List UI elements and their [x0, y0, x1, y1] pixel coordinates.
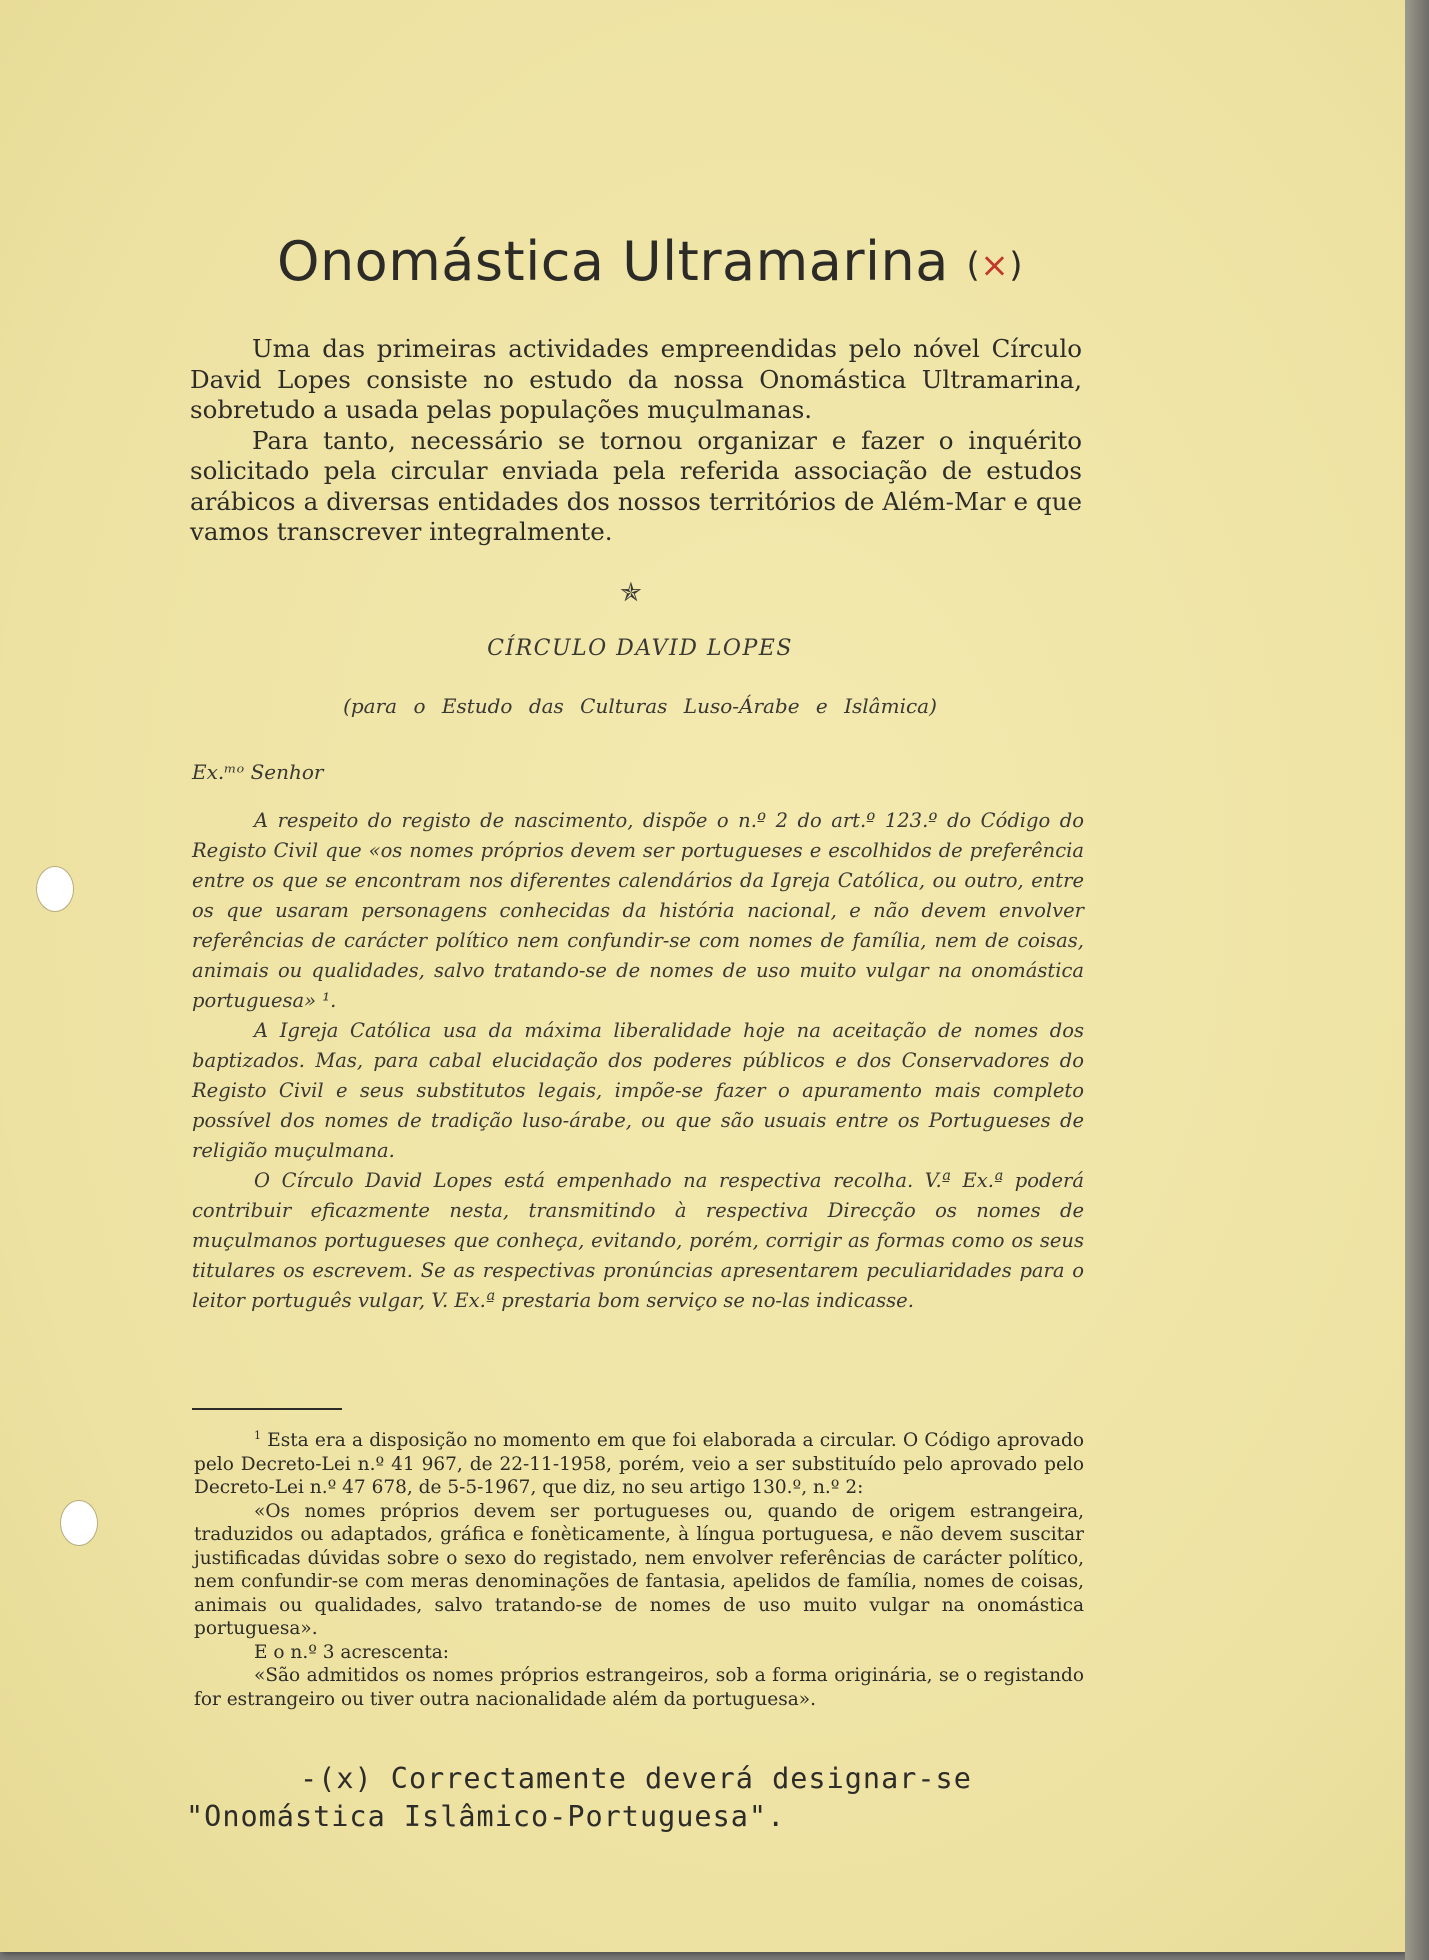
letter-paragraph-1: A respeito do registo de nascimento, dispõe o n.º 2 do art.º 123.º do Código do Registo Civil que «os nomes próprios devem ser portugueses e escolhidos de preferência entre os que se encontram nos diferentes calendários da Igreja Católica, ou outro, entre os que usaram personagens conhecidas da história nacional, e não devem envolver referências de carácter político nem confundir-se com nomes de família, nem de coisas, animais ou qualidades, salvo tratando-se de nomes de uso muito vulgar na onomástica portuguesa» ¹.: [192, 809, 1084, 1012]
title-annotation-mark: (×): [966, 245, 1024, 286]
letter-paragraph-2: A Igreja Católica usa da máxima liberalidade hoje na aceitação de nomes dos baptizados. Mas, para cabal elucidação dos poderes públicos e dos Conservadores do Registo Civil e seus substitutos legais, impõe-se fazer o apuramento mais completo possível dos nomes de tradição luso-árabe, ou que são usuais entre os Portugueses de religião muçulmana.: [192, 1019, 1084, 1162]
footnote-divider: [192, 1408, 342, 1410]
footnote: [194, 1424, 1084, 1711]
typed-note-line-2: "Onomástica Islâmico-Portuguesa".: [186, 1800, 786, 1833]
footnote-paragraph-2: «Os nomes próprios devem ser portugueses ou, quando de origem estrangeira, traduzidos ou adaptados, gráfica e fonèticamente, à língua portuguesa, e não devem suscitar justificadas dúvidas sobre o sexo do registado, nem envolver referências de carácter político, nem confundir-se com meras denominações de fantasia, apelidos de família, nomes de coisas, animais ou qualidades, salvo tratando-se de nomes de uso muito vulgar na onomástica portuguesa».: [194, 1500, 1084, 1640]
footnote-text-1: Esta era a disposição no momento em que foi elaborada a circular. O Código aprovado pelo Decreto-Lei n.º 41 967, de 22-11-1958, porém, veio a ser substituído pelo aprovado pelo Decreto-Lei n.º 47 678, de 5-5-1967, que diz, no seu artigo 130.º, n.º 2:: [194, 1430, 1084, 1499]
intro-paragraph-1: Uma das primeiras actividades empreendidas pelo nóvel Círculo David Lopes consiste no estudo da nossa Onomástica Ultramarina, sobretudo a usada pelas populações muçulmanas.: [190, 334, 1082, 424]
letter-paragraph-3: O Círculo David Lopes está empenhado na respectiva recolha. V.ª Ex.ª poderá contribuir eficazmente nesta, transmitindo à respectiva Direcção os nomes de muçulmanos portugueses que conheça, evitando, porém, corrigir as formas como os seus titulares os escrevem. Se as respectivas pronúncias apresentarem peculiaridades para o leitor português vulgar, V. Ex.ª prestaria bom serviço se no-las indicasse.: [192, 1169, 1084, 1312]
footnote-paragraph-3: E o n.º 3 acrescenta:: [254, 1641, 450, 1663]
intro-text: [190, 334, 1082, 548]
page-edge-shadow: [1405, 0, 1429, 1960]
document-title: [0, 230, 1300, 293]
letter-salutation: Ex.ᵐᵒ Senhor: [192, 760, 324, 784]
association-subtitle: (para o Estudo das Culturas Luso-Árabe e Islâmica): [343, 694, 937, 718]
typewritten-note: [186, 1760, 1186, 1836]
footnote-paragraph-1: [194, 1424, 1084, 1500]
title-text: Onomástica Ultramarina: [276, 230, 949, 293]
footnote-marker: 1: [254, 1429, 261, 1442]
title-annotation-x: ×: [980, 245, 1010, 286]
intro-paragraph-2: Para tanto, necessário se tornou organizar e fazer o inquérito solicitado pela circular enviada pela referida associação de estudos arábicos a diversas entidades dos nossos territórios de Além-Mar e que vamos transcrever integralmente.: [190, 425, 1082, 546]
letter-body: [192, 806, 1084, 1316]
punch-hole-bottom: [60, 1500, 98, 1546]
star-separator-icon: ✯: [620, 578, 642, 608]
association-name: CÍRCULO DAVID LOPES: [487, 636, 793, 661]
typed-note-line-1: -(x) Correctamente deverá designar-se: [300, 1762, 972, 1795]
punch-hole-top: [36, 866, 74, 912]
footnote-paragraph-4: «São admitidos os nomes próprios estrangeiros, sob a forma originária, se o registando for estrangeiro ou tiver outra nacionalidade além da portuguesa».: [194, 1665, 1084, 1710]
